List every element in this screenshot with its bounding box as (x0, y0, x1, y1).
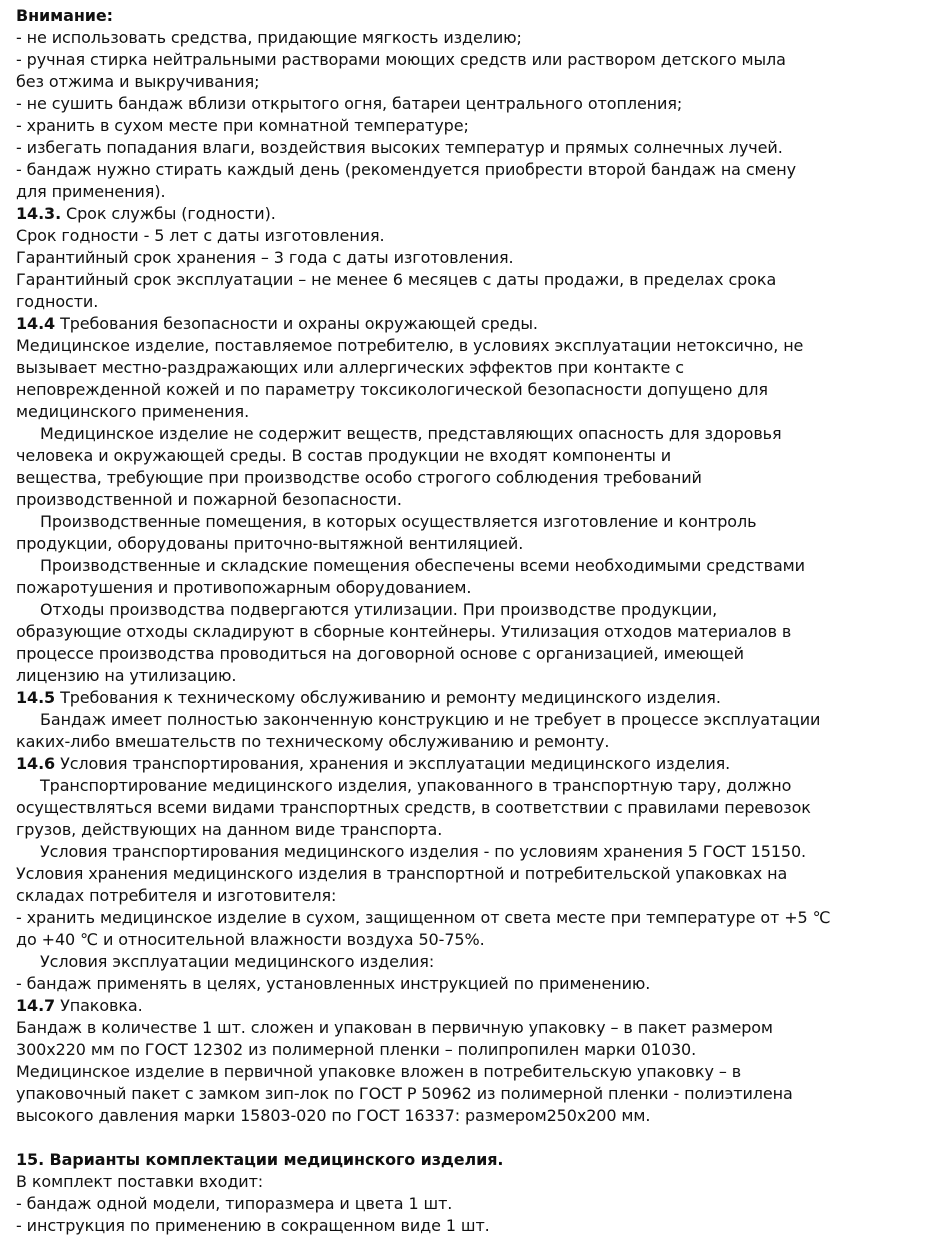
text-line: лицензию на утилизацию. (16, 666, 237, 685)
text-line: Производственные и складские помещения обеспечены всеми необходимыми средствами (40, 556, 805, 575)
text-line: - избегать попадания влаги, воздействия высоких температур и прямых солнечных лучей. (16, 138, 783, 157)
text-line: неповрежденной кожей и по параметру токсикологической безопасности допущено для (16, 380, 768, 399)
text-line: Бандаж в количестве 1 шт. сложен и упакован в первичную упаковку – в пакет размером (16, 1018, 773, 1037)
text-line: вызывает местно-раздражающих или аллергических эффектов при контакте с (16, 358, 684, 377)
section-14-6-heading (16, 753, 916, 775)
text-line: каких-либо вмешательств по техническому обслуживанию и ремонту. (16, 732, 610, 751)
text-line: Медицинское изделие не содержит веществ, представляющих опасность для здоровья (40, 424, 782, 443)
section-title: Требования к техническому обслуживанию и ремонту медицинского изделия. (55, 688, 721, 707)
section-title: Упаковка. (55, 996, 143, 1015)
text-line: образующие отходы складируют в сборные контейнеры. Утилизация отходов материалов в (16, 622, 792, 641)
section-number: 14.3. (16, 204, 62, 223)
text-line: - хранить медицинское изделие в сухом, защищенном от света месте при температуре от +5 ℃ (16, 908, 831, 927)
text-line: - инструкция по применению в сокращенном виде 1 шт. (16, 1216, 490, 1235)
text-line: - хранить в сухом месте при комнатной температуре; (16, 116, 469, 135)
text-line: Условия хранения медицинского изделия в транспортной и потребительской упаковках на (16, 864, 788, 883)
text-line: Транспортирование медицинского изделия, упакованного в транспортную тару, должно (40, 776, 792, 795)
section-number: 14.4 (16, 314, 56, 333)
text-line: медицинского применения. (16, 402, 250, 421)
text-line: для применения). (16, 182, 166, 201)
text-line: В комплект поставки входит: (16, 1172, 264, 1191)
attention-heading: Внимание: (16, 6, 113, 25)
section-title: Условия транспортирования, хранения и эксплуатации медицинского изделия. (55, 754, 731, 773)
text-line: Отходы производства подвергаются утилизации. При производстве продукции, (40, 600, 718, 619)
text-line: Медицинское изделие, поставляемое потребителю, в условиях эксплуатации нетоксично, не (16, 336, 804, 355)
section-14-7-heading (16, 995, 916, 1017)
section-number: 14.7 (16, 996, 56, 1015)
section-14-4-heading (16, 313, 916, 335)
text-line: - ручная стирка нейтральными растворами моющих средств или раствором детского мыла (16, 50, 786, 69)
text-line: - не сушить бандаж вблизи открытого огня, батареи центрального отопления; (16, 94, 683, 113)
text-line: производственной и пожарной безопасности. (16, 490, 402, 509)
text-line: Бандаж имеет полностью законченную конструкцию и не требует в процессе эксплуатации (40, 710, 821, 729)
text-line: Производственные помещения, в которых осуществляется изготовление и контроль (40, 512, 757, 531)
text-line: Условия транспортирования медицинского изделия - по условиям хранения 5 ГОСТ 15150. (40, 842, 807, 861)
text-line: 300х220 мм по ГОСТ 12302 из полимерной пленки – полипропилен марки 01030. (16, 1040, 697, 1059)
section-number: 14.6 (16, 754, 56, 773)
text-line: без отжима и выкручивания; (16, 72, 260, 91)
section-15-heading: 15. Варианты комплектации медицинского изделия. (16, 1150, 504, 1169)
text-line: Медицинское изделие в первичной упаковке вложен в потребительскую упаковку – в (16, 1062, 742, 1081)
text-line: Гарантийный срок эксплуатации – не менее 6 месяцев с даты продажи, в пределах срока (16, 270, 777, 289)
text-line: процессе производства проводиться на договорной основе с организацией, имеющей (16, 644, 744, 663)
text-line: Гарантийный срок хранения – 3 года с даты изготовления. (16, 248, 514, 267)
text-line: упаковочный пакет с замком зип-лок по ГОСТ Р 50962 из полимерной пленки - полиэтилена (16, 1084, 793, 1103)
text-line: - бандаж одной модели, типоразмера и цвета 1 шт. (16, 1194, 453, 1213)
text-line: пожаротушения и противопожарным оборудованием. (16, 578, 472, 597)
section-title: Срок службы (годности). (61, 204, 276, 223)
text-line: складах потребителя и изготовителя: (16, 886, 337, 905)
text-line: человека и окружающей среды. В состав продукции не входят компоненты и (16, 446, 672, 465)
text-line: Условия эксплуатации медицинского изделия: (40, 952, 435, 971)
text-line: вещества, требующие при производстве особо строгого соблюдения требований (16, 468, 702, 487)
section-14-3-heading (16, 203, 916, 225)
section-14-5-heading (16, 687, 916, 709)
text-line: до +40 ℃ и относительной влажности воздуха 50-75%. (16, 930, 485, 949)
section-title: Требования безопасности и охраны окружающей среды. (55, 314, 538, 333)
text-line: Срок годности - 5 лет с даты изготовления. (16, 226, 385, 245)
text-line: - бандаж применять в целях, установленных инструкцией по применению. (16, 974, 651, 993)
text-line: грузов, действующих на данном виде транспорта. (16, 820, 443, 839)
text-line: - не использовать средства, придающие мягкость изделию; (16, 28, 522, 47)
document-page (16, 5, 916, 1237)
text-line: осуществляться всеми видами транспортных средств, в соответствии с правилами перевозок (16, 798, 811, 817)
section-number: 14.5 (16, 688, 56, 707)
text-line: годности. (16, 292, 99, 311)
text-line: - бандаж нужно стирать каждый день (рекомендуется приобрести второй бандаж на смену (16, 160, 797, 179)
text-line: продукции, оборудованы приточно-вытяжной вентиляцией. (16, 534, 524, 553)
paragraph-spacer (16, 1127, 916, 1149)
text-line: высокого давления марки 15803-020 по ГОСТ 16337: размером250х200 мм. (16, 1106, 651, 1125)
